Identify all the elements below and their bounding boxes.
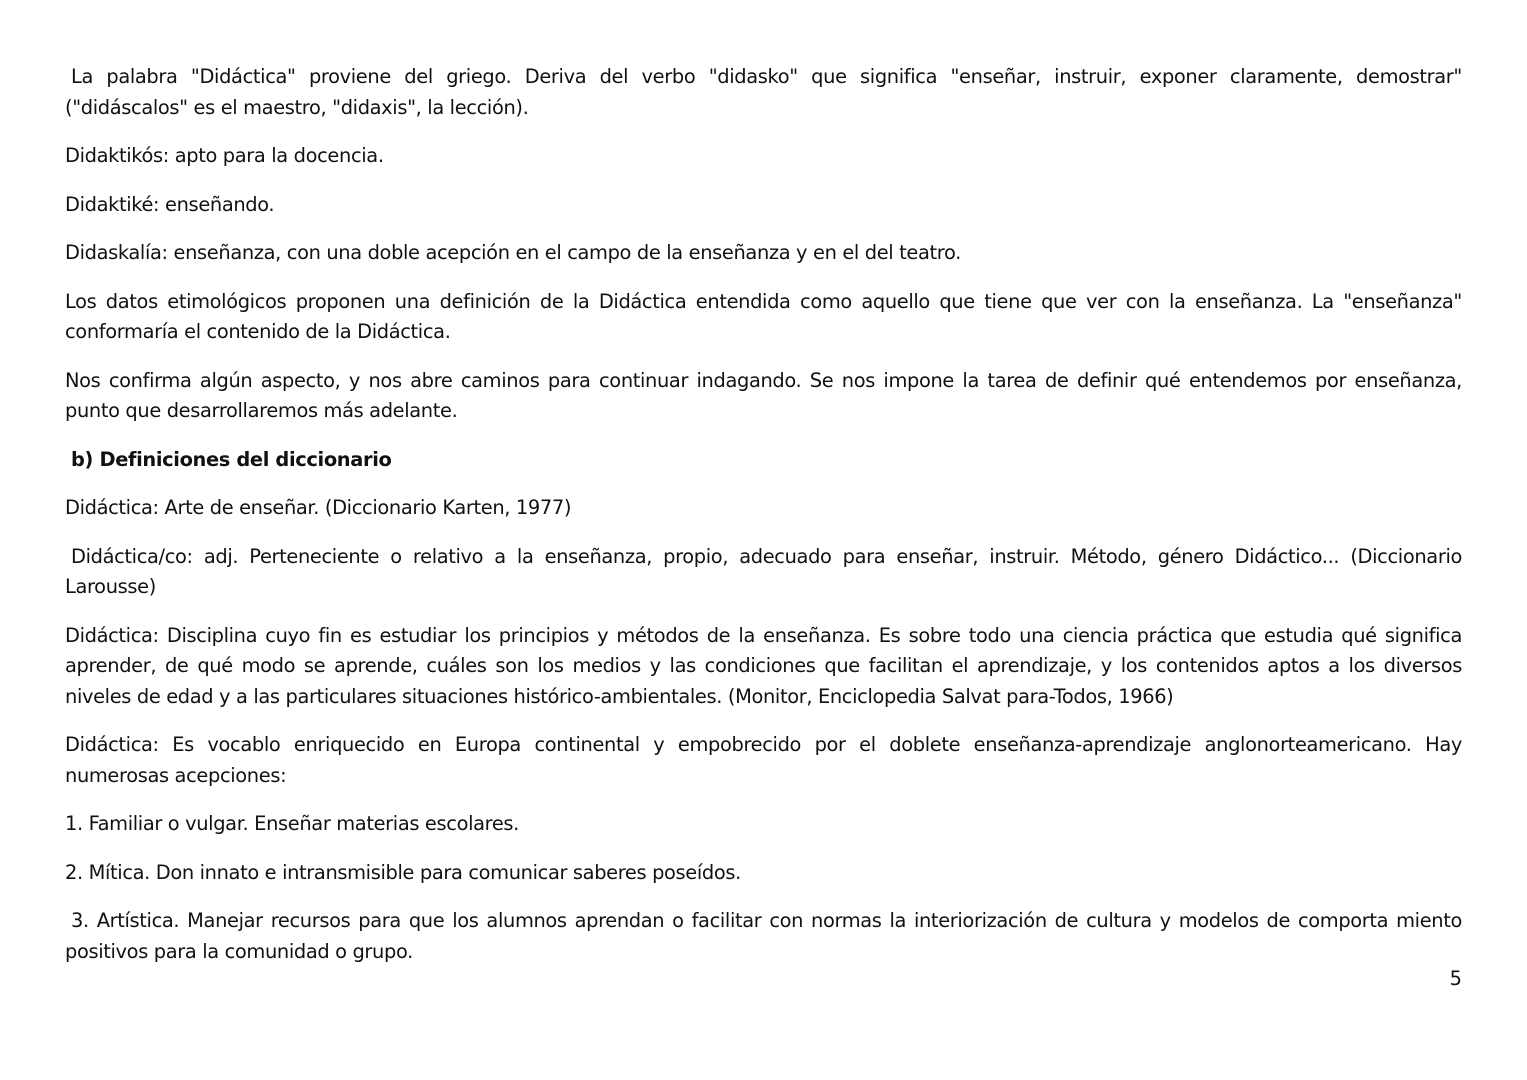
meaning-item-artistica: 3. Artística. Manejar recursos para que los alumnos aprendan o facilitar con normas la interiorización de cultura y modelos de comporta miento positivos para la comunidad o grupo. — [65, 909, 1462, 963]
meaning-item-mitica: 2. Mítica. Don innato e intransmisible para comunicar saberes poseídos. — [65, 860, 741, 884]
paragraph-didaktikos: Didaktikós: apto para la docencia. — [65, 144, 384, 167]
page-number: 5 — [1449, 967, 1462, 990]
definition-salvat: Didáctica: Disciplina cuyo fin es estudiar los principios y métodos de la enseñanza. Es sobre todo una ciencia práctica que estudia qué significa aprender, de qué modo se aprende, cuáles son los medios y las condiciones que facilitan el aprendizaje, y los contenidos aptos a los diversos niveles de edad y a las particulares situaciones histórico-ambientales. (Monitor, Enciclopedia Salvat para-Todos, 1966) — [65, 623, 1462, 708]
paragraph-etymology-intro: La palabra "Didáctica" proviene del griego. Deriva del verbo "didasko" que significa "enseñar, instruir, exponer claramente, demostrar" ("didáscalos" es el maestro, "didaxis", la lección). — [65, 65, 1462, 119]
section-heading-dictionary-definitions: b) Definiciones del diccionario — [71, 447, 392, 471]
definition-karten: Didáctica: Arte de enseñar. (Diccionario Karten, 1977) — [65, 496, 572, 519]
paragraph-didaskalia: Didaskalía: enseñanza, con una doble acepción en el campo de la enseñanza y en el del teatro. — [65, 241, 961, 264]
definition-vocablo: Didáctica: Es vocablo enriquecido en Europa continental y empobrecido por el doblete enseñanza-aprendizaje anglonorteamericano. Hay numerosas acepciones: — [65, 733, 1462, 787]
paragraph-didaktike: Didaktiké: enseñando. — [65, 192, 275, 216]
meaning-item-familiar: 1. Familiar o vulgar. Enseñar materias escolares. — [65, 812, 519, 835]
definition-larousse: Didáctica/co: adj. Perteneciente o relativo a la enseñanza, propio, adecuado para enseñar, instruir. Método, género Didáctico... (Diccionario Larousse) — [65, 544, 1462, 598]
document-page — [65, 62, 1462, 985]
paragraph-confirms-aspect: Nos confirma algún aspecto, y nos abre caminos para continuar indagando. Se nos impone la tarea de definir qué entendemos por enseñanza, punto que desarrollaremos más adelante. — [65, 368, 1462, 422]
paragraph-etymological-data: Los datos etimológicos proponen una definición de la Didáctica entendida como aquello que tiene que ver con la enseñanza. La "enseñanza" conformaría el contenido de la Didáctica. — [65, 289, 1462, 343]
